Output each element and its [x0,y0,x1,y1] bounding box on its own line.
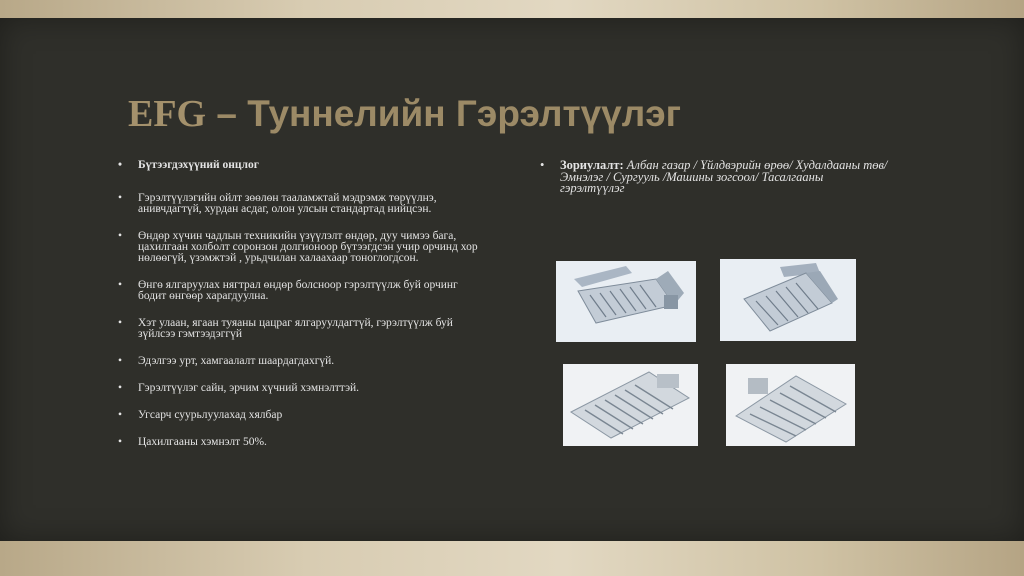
tunnel-light-photo-1 [556,261,696,342]
list-item: • Гэрэлтүүлэгийн ойлт зөөлөн тааламжтай мэдрэмж төрүүлнэ, анивчдагтүй, хурдан асдаг, олон улсын стандартад нийцсэн. [118,193,488,215]
tunnel-light-fixture-icon [556,261,696,342]
tunnel-light-fixture-icon [720,259,856,341]
list-item: • Цахилгааны хэмнэлт 50%. [118,437,488,448]
list-item: • Угсарч суурьлуулахад хялбар [118,410,488,421]
tunnel-light-fixture-icon [563,364,698,446]
usage-bullet [540,160,890,195]
tunnel-light-photo-3 [563,364,698,446]
list-item: • Өндөр хүчин чадлын техникийн үзүүлэлт өндөр, дуу чимээ бага, цахилгаан холболт соронзон долгионоор бүтээгдсэн учир орчинд хор нөлөөгүй, үзэмжтэй , урьдчилан халаахаар тоноглогдсон. [118,231,488,264]
title-text: – Туннелийн Гэрэлтүүлэг [206,93,682,134]
tunnel-light-photo-2 [720,259,856,341]
usage-label: Зориулалт: [560,158,624,172]
usage-text: Албан газар / Үйлдвэрийн өрөө/ Худалдааны төв/ Эмнэлэг / Сургууль /Машины зогсоол/ Тасалгааны гэрэлтүүлэг [560,158,888,195]
list-item: • Өнгө ялгаруулах нягтрал өндөр болсноор гэрэлтүүлж буй орчинг бодит өнгөөр харагдуулна. [118,280,488,302]
features-heading: • Бүтээгдэхүүний онцлог [118,160,488,171]
list-item: • Гэрэлтүүлэг сайн, эрчим хүчний хэмнэлттэй. [118,383,488,394]
tunnel-light-photo-4 [726,364,855,446]
tunnel-light-fixture-icon [726,364,855,446]
list-item: • Хэт улаан, ягаан туяаны цацраг ялгаруулдагтүй, гэрэлтүүлж буй зүйлсээ гэмтээдэггүй [118,318,488,340]
list-item: • Эдэлгээ урт, хамгаалалт шаардагдахгүй. [118,356,488,367]
slide-title [128,92,681,137]
features-list [118,160,488,464]
title-brand: EFG [128,93,207,135]
